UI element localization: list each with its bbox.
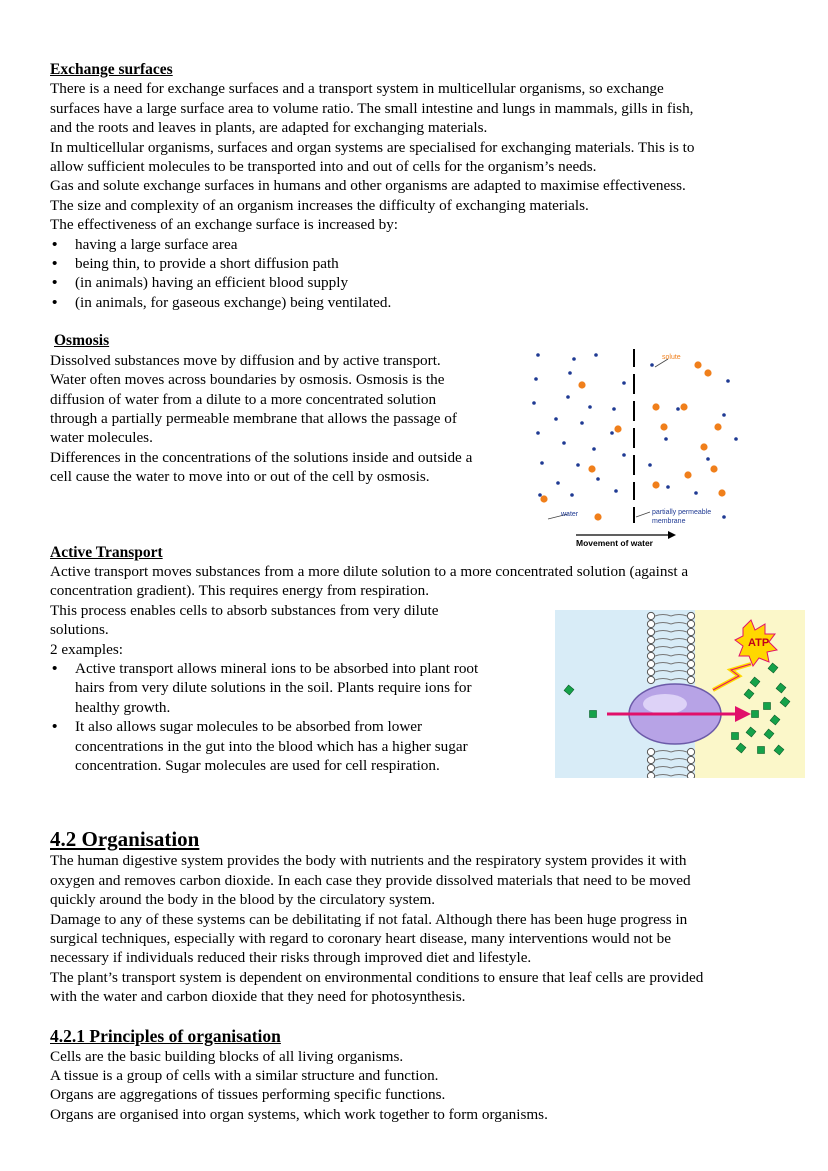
exchange-bullet-list bbox=[50, 235, 810, 313]
organisation-line: necessary if individuals reduced their risks through improved diet and lifestyle. bbox=[50, 949, 532, 967]
water-molecule bbox=[596, 477, 600, 481]
membrane-label-1: partially permeable bbox=[652, 509, 712, 516]
lipid-head bbox=[647, 644, 654, 651]
solute-molecule bbox=[700, 443, 707, 450]
exchange-heading: Exchange surfaces bbox=[50, 61, 173, 78]
active-line: This process enables cells to absorb substances from very dilute bbox=[50, 601, 439, 619]
solute-molecule bbox=[588, 465, 595, 472]
osmosis-line: cell cause the water to move into or out of the cell by osmosis. bbox=[50, 468, 430, 486]
osmosis-diagram bbox=[528, 345, 748, 550]
water-molecule bbox=[722, 413, 726, 417]
list-item-line: concentration. Sugar molecules are used for cell respiration. bbox=[75, 757, 440, 774]
osmosis-line: Water often moves across boundaries by osmosis. Osmosis is the bbox=[50, 371, 445, 389]
solute-molecule bbox=[684, 471, 691, 478]
water-molecule bbox=[648, 463, 652, 467]
water-molecule bbox=[554, 417, 558, 421]
osmosis-line: water molecules. bbox=[50, 429, 153, 447]
lipid-head bbox=[647, 660, 654, 667]
water-molecule bbox=[706, 457, 710, 461]
solute-molecule bbox=[660, 423, 667, 430]
osmosis-diagram-svg bbox=[528, 345, 748, 550]
water-molecule bbox=[594, 353, 598, 357]
lipid-head bbox=[647, 676, 654, 683]
active-line: concentration gradient). This requires energy from respiration. bbox=[50, 582, 429, 600]
list-item: • (in animals, for gaseous exchange) being ventilated. bbox=[50, 293, 810, 312]
lipid-head bbox=[647, 668, 654, 675]
water-molecule bbox=[538, 493, 542, 497]
organisation-heading: 4.2 Organisation bbox=[50, 827, 200, 852]
lipid-head bbox=[687, 660, 694, 667]
document-page bbox=[50, 60, 810, 1124]
solute-molecule bbox=[714, 423, 721, 430]
water-molecule bbox=[694, 491, 698, 495]
list-item-line: healthy growth. bbox=[75, 698, 171, 716]
water-molecule bbox=[572, 357, 576, 361]
active-line: 2 examples: bbox=[50, 640, 123, 658]
list-item-line: hairs from very dilute solutions in the soil. Plants require ions for bbox=[75, 679, 472, 697]
water-label: water bbox=[561, 511, 579, 518]
lipid-head bbox=[687, 628, 694, 635]
water-molecule bbox=[562, 441, 566, 445]
atp-label: ATP bbox=[748, 637, 770, 649]
solute-molecule bbox=[652, 403, 659, 410]
membrane-label-2: membrane bbox=[652, 518, 686, 525]
osmosis-heading: Osmosis bbox=[54, 332, 110, 350]
ion bbox=[764, 703, 771, 710]
exchange-line: The effectiveness of an exchange surface is increased by: bbox=[50, 216, 399, 234]
lipid-head bbox=[687, 636, 694, 643]
active-heading: Active Transport bbox=[50, 543, 163, 561]
water-molecule bbox=[614, 489, 618, 493]
osmosis-line: diffusion of water from a dilute to a more concentrated solution bbox=[50, 390, 437, 408]
lipid-head bbox=[687, 644, 694, 651]
lipid-head bbox=[647, 636, 654, 643]
water-molecule bbox=[570, 493, 574, 497]
lipid-head bbox=[687, 676, 694, 683]
organisation-line: with the water and carbon dioxide that they need for photosynthesis. bbox=[50, 988, 466, 1006]
water-molecule bbox=[580, 421, 584, 425]
organisation-line: oxygen and removes carbon dioxide. In each case they provide dissolved materials that need to be moved bbox=[50, 871, 691, 889]
list-item-line: • It also allows sugar molecules to be absorbed from lower bbox=[75, 718, 423, 736]
lipid-head bbox=[687, 612, 694, 619]
lipid-head bbox=[647, 620, 654, 627]
water-molecule bbox=[532, 401, 536, 405]
lipid-head bbox=[647, 756, 654, 763]
water-molecule bbox=[556, 481, 560, 485]
principles-line: Organs are aggregations of tissues performing specific functions. bbox=[50, 1086, 446, 1104]
lipid-head bbox=[687, 772, 694, 778]
water-molecule bbox=[734, 437, 738, 441]
ion bbox=[732, 733, 739, 740]
lipid-head bbox=[647, 764, 654, 771]
active-transport-diagram-svg bbox=[555, 610, 805, 778]
active-transport-diagram bbox=[555, 610, 805, 778]
water-molecule bbox=[664, 437, 668, 441]
solute-molecule bbox=[540, 495, 547, 502]
solute-molecule bbox=[680, 403, 687, 410]
water-molecule bbox=[588, 405, 592, 409]
solute-molecule bbox=[694, 361, 701, 368]
water-molecule bbox=[612, 407, 616, 411]
osmosis-text bbox=[50, 351, 520, 487]
active-text bbox=[50, 601, 525, 776]
lipid-head bbox=[647, 748, 654, 755]
solute-molecule bbox=[710, 465, 717, 472]
membrane-pointer bbox=[636, 512, 650, 517]
lipid-head bbox=[687, 764, 694, 771]
osmosis-line: through a partially permeable membrane that allows the passage of bbox=[50, 409, 457, 427]
list-item bbox=[50, 717, 525, 775]
carrier-highlight bbox=[643, 694, 687, 714]
water-molecule bbox=[650, 363, 654, 367]
exchange-line: surfaces have a large surface area to volume ratio. The small intestine and lungs in mammals, gills in fish, bbox=[50, 99, 694, 117]
lipid-head bbox=[647, 628, 654, 635]
water-molecule bbox=[536, 431, 540, 435]
water-molecule bbox=[676, 407, 680, 411]
principles-heading: 4.2.1 Principles of organisation bbox=[50, 1025, 281, 1046]
principles-line: A tissue is a group of cells with a similar structure and function. bbox=[50, 1067, 439, 1085]
lipid-head bbox=[687, 652, 694, 659]
figure-caption: Movement of water bbox=[576, 538, 653, 548]
organisation-line: The human digestive system provides the body with nutrients and the respiratory system provides it with bbox=[50, 852, 687, 870]
ion bbox=[590, 711, 597, 718]
solute-molecule bbox=[594, 513, 601, 520]
water-molecule bbox=[536, 353, 540, 357]
water-molecule bbox=[622, 453, 626, 457]
lipid-head bbox=[687, 756, 694, 763]
ion bbox=[752, 711, 759, 718]
lipid-head bbox=[687, 620, 694, 627]
list-item-line: concentrations in the gut into the blood which has a higher sugar bbox=[75, 737, 468, 755]
osmosis-line: Dissolved substances move by diffusion and by active transport. bbox=[50, 351, 441, 369]
organisation-line: Damage to any of these systems can be debilitating if not fatal. Although there has been huge progress in bbox=[50, 910, 688, 928]
lipid-head bbox=[647, 772, 654, 778]
organisation-line: quickly around the body in the blood by the circulatory system. bbox=[50, 891, 436, 909]
water-molecule bbox=[566, 395, 570, 399]
solute-molecule bbox=[578, 381, 585, 388]
lipid-head bbox=[647, 652, 654, 659]
water-molecule bbox=[722, 515, 726, 519]
organisation-line: The plant’s transport system is dependent on environmental conditions to ensure that leaf cells are provided bbox=[50, 968, 704, 986]
active-line: solutions. bbox=[50, 621, 109, 639]
lipid-head bbox=[687, 668, 694, 675]
exchange-line: Gas and solute exchange surfaces in humans and other organisms are adapted to maximise effectiveness. bbox=[50, 177, 686, 195]
water-molecule bbox=[568, 371, 572, 375]
list-item bbox=[50, 659, 525, 717]
water-molecule bbox=[622, 381, 626, 385]
principles-line: Organs are organised into organ systems, which work together to form organisms. bbox=[50, 1105, 548, 1123]
solute-label: solute bbox=[662, 354, 681, 361]
list-item: • having a large surface area bbox=[50, 235, 810, 254]
list-item-line: • Active transport allows mineral ions to be absorbed into plant root bbox=[75, 659, 479, 677]
water-molecule bbox=[592, 447, 596, 451]
lipid-head bbox=[687, 748, 694, 755]
water-molecule bbox=[540, 461, 544, 465]
solute-molecule bbox=[652, 481, 659, 488]
water-molecule bbox=[610, 431, 614, 435]
osmosis-line: Differences in the concentrations of the solutions inside and outside a bbox=[50, 448, 473, 466]
exchange-line: There is a need for exchange surfaces and a transport system in multicellular organisms, so exchange bbox=[50, 80, 664, 98]
exchange-line: In multicellular organisms, surfaces and organ systems are specialised for exchanging materials. This is to bbox=[50, 138, 695, 156]
solute-molecule bbox=[614, 425, 621, 432]
water-molecule bbox=[576, 463, 580, 467]
list-item: • being thin, to provide a short diffusion path bbox=[50, 254, 810, 273]
exchange-line: The size and complexity of an organism increases the difficulty of exchanging materials. bbox=[50, 196, 589, 214]
water-molecule bbox=[666, 485, 670, 489]
list-item: • (in animals) having an efficient blood supply bbox=[50, 273, 810, 292]
exchange-line: allow sufficient molecules to be transported into and out of cells for the organism’s needs. bbox=[50, 158, 597, 176]
solute-molecule bbox=[704, 369, 711, 376]
movement-arrowhead bbox=[668, 531, 676, 539]
water-molecule bbox=[726, 379, 730, 383]
ion bbox=[758, 747, 765, 754]
exchange-line: and the roots and leaves in plants, are adapted for exchanging materials. bbox=[50, 119, 488, 137]
lipid-head bbox=[647, 612, 654, 619]
principles-line: Cells are the basic building blocks of all living organisms. bbox=[50, 1047, 404, 1065]
solute-molecule bbox=[718, 489, 725, 496]
organisation-line: surgical techniques, especially with regard to coronary heart disease, many interventions would not be bbox=[50, 930, 671, 948]
water-molecule bbox=[534, 377, 538, 381]
active-bullet-list bbox=[50, 659, 525, 775]
active-line: Active transport moves substances from a more dilute solution to a more concentrated solution (against a bbox=[50, 562, 689, 580]
